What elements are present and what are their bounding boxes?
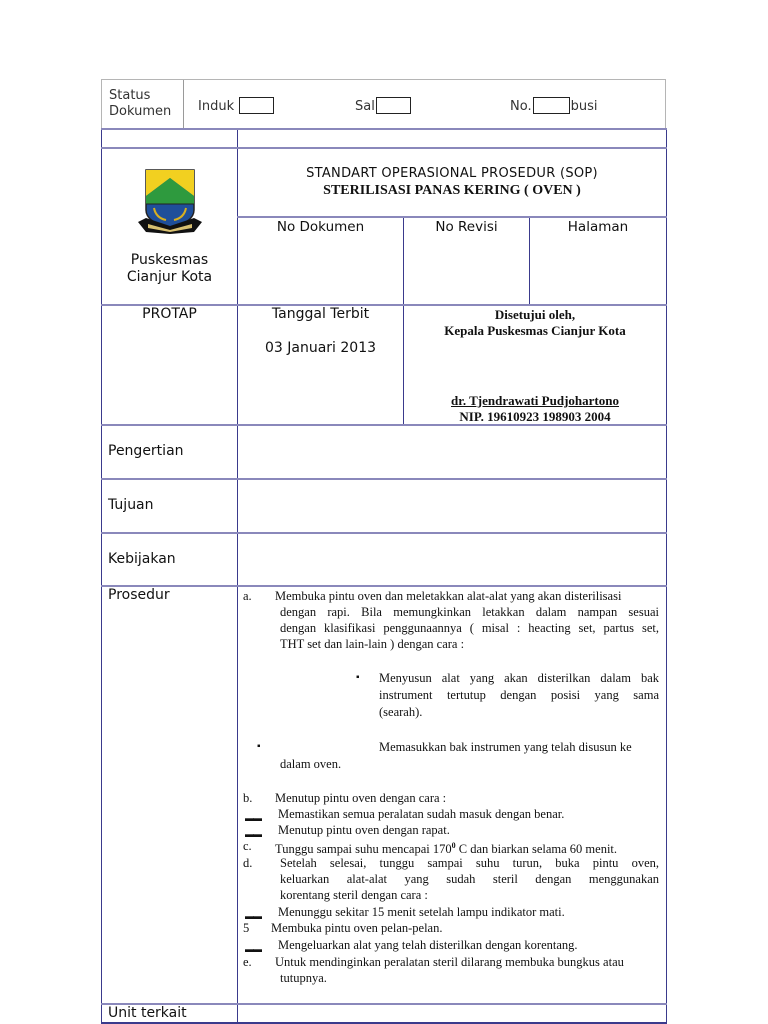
org-name-line1: Puskesmas (130, 252, 209, 268)
document-title: STANDART OPERASIONAL PROSEDUR (SOP) (306, 166, 598, 181)
approver-title: Kepala Puskesmas Cianjur Kota (444, 323, 626, 338)
no-dokumen-header: No Dokumen (276, 219, 365, 235)
step-a-marker: a. (243, 589, 252, 603)
step-a-bullet2-line2: dalam oven. (280, 757, 342, 771)
nomor-checkbox[interactable] (533, 97, 570, 114)
step-b-sub1: Memastikan semua peralatan sudah masuk dengan benar. (278, 807, 565, 821)
step-a-line3: dengan klasifikasi penggunaannya ( misal : heacting set, partus set, (280, 621, 659, 635)
no-revisi-header: No Revisi (435, 219, 498, 235)
approver-nip: NIP. 19610923 198903 2004 (459, 409, 611, 424)
step-b-text: Menutup pintu oven dengan cara : (275, 791, 447, 805)
step-d-sub3: Mengeluarkan alat yang telah disterilkan dengan korentang. (278, 938, 578, 952)
row-line (101, 128, 667, 130)
induk-label: Induk (198, 99, 235, 114)
step-d-marker: d. (243, 856, 253, 870)
regency-crest-logo-icon (136, 166, 204, 236)
table-divider-label-col (237, 129, 238, 1023)
unit-terkait-label: Unit terkait (108, 1005, 187, 1021)
status-dokumen-box (101, 79, 666, 129)
tanggal-terbit-label: Tanggal Terbit (271, 306, 370, 322)
row-line (101, 532, 667, 534)
row-line (101, 478, 667, 480)
step-c-marker: c. (243, 839, 252, 853)
status-dokumen-label (102, 80, 184, 128)
step-e-marker: e. (243, 955, 252, 969)
step-b-marker: b. (243, 791, 253, 805)
field-nomor (510, 97, 597, 116)
table-border-right (666, 129, 667, 1023)
halaman-header: Halaman (567, 219, 629, 235)
step-a-line2: dengan rapi. Bila memungkinkan letakkan dalam nampan sesuai (280, 605, 659, 619)
row-line (237, 216, 667, 218)
org-name-line2: Cianjur Kota (126, 269, 213, 285)
step-a-bullet1-line3: (searah). (379, 705, 423, 719)
step-d-sub2: Membuka pintu oven pelan-pelan. (271, 921, 443, 935)
approver-signature (404, 393, 666, 425)
salinan-label: Sal (355, 99, 375, 114)
step-e-line2: tutupnya. (280, 971, 327, 985)
step-a-line4: THT set dan lain-lain ) dengan cara : (280, 637, 465, 651)
induk-checkbox[interactable] (239, 97, 274, 114)
step-e-line1: Untuk mendinginkan peralatan steril dilarang membuka bungkus atau (275, 955, 624, 969)
field-induk (198, 97, 275, 116)
step-a-bullet1-line1: Menyusun alat yang akan disterilkan dalam bak (379, 671, 659, 685)
tujuan-label: Tujuan (108, 497, 154, 513)
org-name (102, 252, 237, 286)
degree-superscript: 0 (451, 841, 456, 850)
step-c-text-post: C dan biarkan selama 60 menit. (455, 842, 618, 857)
step-c-text-pre: Tunggu sampai suhu mencapai 170 (275, 842, 452, 857)
step-b-sub2: Menutup pintu oven dengan rapat. (278, 823, 450, 837)
status-label-line2: Dokumen (109, 104, 172, 119)
dash-bullet-icon: ▬▬ (245, 813, 261, 823)
step-a-bullet1-line2: instrument tertutup dengan posisi yang sama (379, 688, 659, 702)
pengertian-label: Pengertian (108, 443, 184, 459)
salinan-checkbox[interactable] (376, 97, 411, 114)
tanggal-terbit-value: 03 Januari 2013 (264, 340, 377, 356)
dash-bullet-icon: ▬▬ (245, 829, 261, 839)
step-d-line2: keluarkan alat-alat yang sudah steril dengan menggunakan (280, 872, 659, 886)
step-a-line1: Membuka pintu oven dan meletakkan alat-alat yang akan disterilisasi (275, 589, 622, 603)
dash-bullet-icon: ▬▬ (245, 944, 261, 954)
approved-by-label: Disetujui oleh, (494, 307, 576, 322)
row-line (101, 585, 667, 587)
kebijakan-label: Kebijakan (108, 551, 176, 567)
step-d-sub1: Menunggu sekitar 15 menit setelah lampu indikator mati. (278, 905, 565, 919)
field-salinan (355, 97, 412, 116)
dash-bullet-icon: ▬▬ (245, 911, 261, 921)
nomor-suffix: busi (570, 99, 598, 114)
step-d-line1: Setelah selesai, tunggu sampai suhu turun, buka pintu oven, (280, 856, 659, 870)
step-d-sub2-marker: 5 (243, 921, 250, 935)
nomor-label: No. (510, 99, 532, 114)
step-d-line3: korentang steril dengan cara : (280, 888, 428, 902)
protap-label: PROTAP (142, 306, 197, 322)
bullet-square-icon: ▪ (356, 672, 360, 683)
approver-name: dr. Tjendrawati Pudjohartono (451, 393, 619, 408)
row-line (101, 147, 667, 149)
document-subtitle: STERILISASI PANAS KERING ( OVEN ) (323, 183, 581, 198)
status-label-line1: Status (109, 88, 151, 103)
step-a-bullet2-line1: Memasukkan bak instrumen yang telah disusun ke (379, 740, 632, 754)
bullet-square-icon: ▪ (257, 741, 261, 752)
prosedur-label: Prosedur (108, 587, 170, 603)
approval-block (404, 307, 666, 339)
